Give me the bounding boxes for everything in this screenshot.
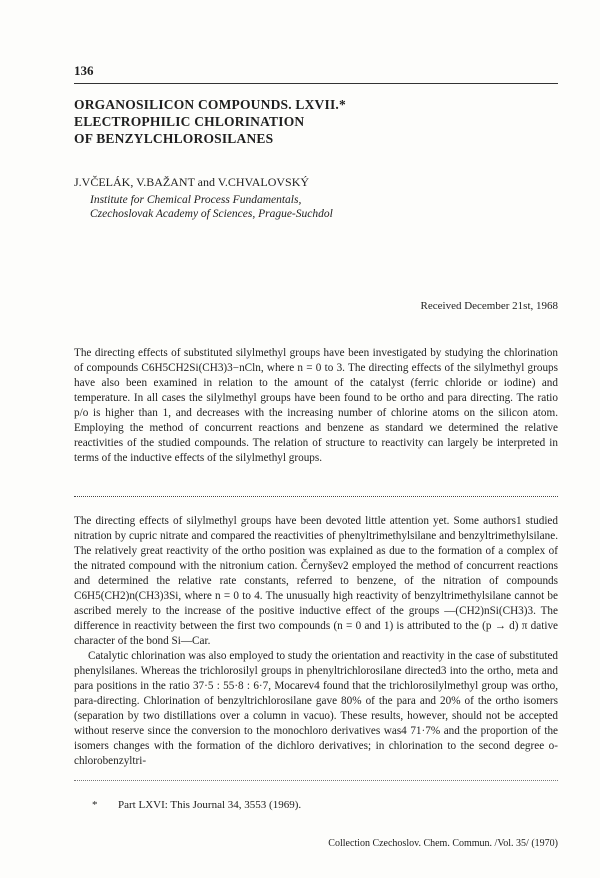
article-title: [74, 96, 558, 147]
page-number: 136: [74, 63, 94, 78]
footnote-rule: [74, 780, 558, 781]
abstract-divider: [74, 496, 558, 497]
footnote-text: Part LXVI: This Journal 34, 3553 (1969).: [118, 799, 302, 811]
affiliation: [90, 193, 333, 221]
footnote-marker: *: [92, 799, 98, 811]
abstract: The directing effects of substituted silylmethyl groups have been investigated by studying the chlorination of compounds C6H5CH2Si(CH3)3−nCln, where n = 0 to 3. The directing effects of the silylmethyl groups have also been examined in relation to the amount of the catalyst (ferric chloride or iodine) and temperature. In all cases the silylmethyl groups have been found to be ortho and para directing. The ratio p/o is higher than 1, and decreases with the increasing number of chlorine atoms on the silicon atom. Employing the method of concurrent reactions and benzene as standard we determined the relative reactivities of the studied compounds. The relation of structure to reactivity can largely be interpreted in terms of the inductive effects of the silylmethyl groups.: [74, 347, 558, 464]
received-date: Received December 21st, 1968: [420, 300, 558, 312]
affiliation-line: Czechoslovak Academy of Sciences, Prague-Suchdol: [90, 208, 333, 220]
title-line: OF BENZYLCHLOROSILANES: [74, 131, 274, 146]
body-paragraph: Catalytic chlorination was also employed to study the orientation and reactivity in the case of substituted phenylsilanes. Whereas the trichlorosilyl groups in phenyltrichlorosilane directed3 into the ortho, meta and para positions in the ratio 37·5 : 55·8 : 6·7, Mocarev4 found that the trichlorosilylmethyl group was ortho, para-directing. Chlorination of benzyltrichlorosilane gave 80% of the para and 20% of the ortho isomers (separation by two distillations over a column in vacuo). These results, however, should not be accepted without reserve since the conversion to the monochloro derivatives was4 71·7% and the proportion of the isomers changes with the formation of the dichloro derivatives; in chlorination to the second degree o-chlorobenzyltri-: [74, 650, 558, 767]
title-line: ELECTROPHILIC CHLORINATION: [74, 114, 305, 129]
header-rule: [74, 83, 558, 84]
title-line: ORGANOSILICON COMPOUNDS. LXVII.*: [74, 97, 346, 112]
journal-footer: Collection Czechoslov. Chem. Commun. /Vol. 35/ (1970): [328, 838, 558, 849]
body-text: [74, 514, 558, 769]
footnote: [92, 799, 301, 811]
authors: J.VČELÁK, V.BAŽANT and V.CHVALOVSKÝ: [74, 175, 310, 189]
affiliation-line: Institute for Chemical Process Fundamentals,: [90, 194, 302, 206]
body-paragraph: The directing effects of silylmethyl groups have been devoted little attention yet. Some authors1 studied nitration by cupric nitrate and compared the reactivities of phenyltrimethylsilane and benzyltrimethylsilane. The relatively great reactivity of the ortho position was explained as due to the formation of a complex of the nitrated compound with the nitronium cation. Černyšev2 employed the method of concurrent reactions and determined the relative rate constants, referred to benzene, of the nitration of compounds C6H5(CH2)n(CH3)3Si, where n = 0 to 4. The unusually high reactivity of benzyltrimethylsilane cannot be ascribed merely to the increase of the positive inductive effect of the groups —(CH2)nSi(CH3)3. The difference in reactivity between the first two compounds (n = 0 and 1) is attributed to the (p → d) π dative character of the bond Si—Car.: [74, 515, 558, 647]
